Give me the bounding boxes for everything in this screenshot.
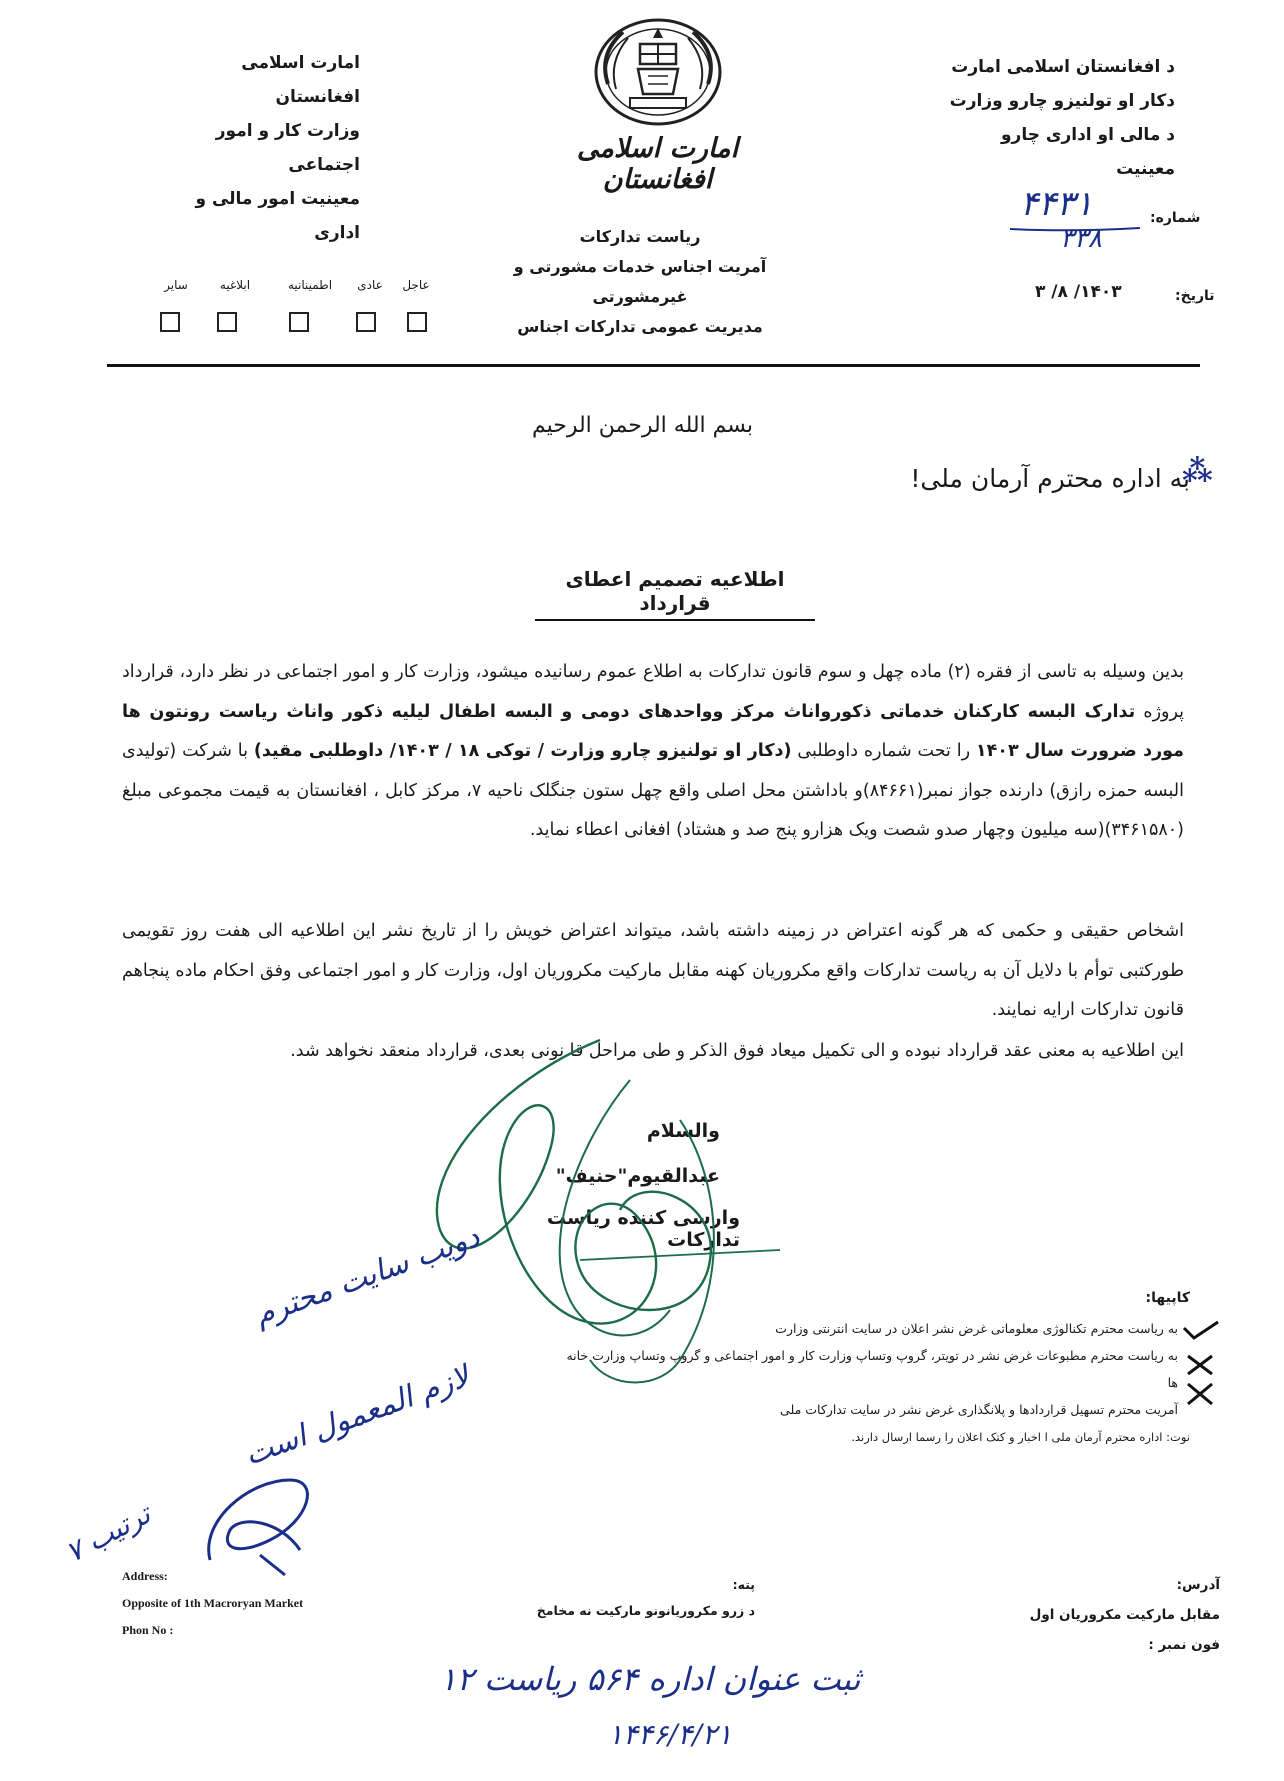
classification-checkbox[interactable]	[160, 312, 180, 332]
body-text: بدین وسیله به تاسی از فقره (۲) ماده چهل و سوم قانون تدارکات به اطلاع عموم رسانیده میشود، وزارت کار و امور اجتماعی در نظر دارد، قرارداد پروژه	[122, 662, 1185, 722]
closing-salutation: والسلام	[646, 1120, 720, 1142]
header-right-line: د افغانستان اسلامی امارت	[951, 57, 1175, 77]
signatory-title: وارسی کننده ریاست تدارکات	[546, 1207, 740, 1251]
footer-address: مقابل مارکیت مکروریان اول	[1029, 1607, 1220, 1623]
body-paragraph-2: اشخاص حقیقی و حکمی که هر گونه اعتراض در زمینه داشته باشد، میتواند اعتراض خویش را از تاریخ نشر این اطلاعیه الی هفت روز تقویمی طورکتبی توأم با دلایل آن به ریاست تدارکات واقع مکروریان کهنه مقابل مارکیت مکروریان اول، وزارت کار و امور اجتماعی وفق احکام ماده پنجاهم قانون تدارکات ارایه نمایند.	[122, 921, 1184, 1020]
copies-list	[560, 1315, 1178, 1423]
footer-address-label: Address:	[122, 1569, 168, 1583]
body-paragraph-3: این اطلاعیه به معنی عقد قرارداد نبوده و الی تکمیل میعاد فوق الذکر و طی مراحل قا نونی بعدی، قرارداد منعقد نخواهد شد.	[290, 1041, 1184, 1061]
header-divider	[107, 364, 1200, 367]
number-value: ۴۴۳۱	[1020, 184, 1094, 224]
addressee-mark: ⁂	[1182, 454, 1213, 489]
department-line: آمریت اجناس خدمات مشورتی و غیرمشورتی	[513, 257, 767, 306]
footer-address-label: آدرس:	[1176, 1577, 1220, 1593]
handwritten-date: ۱۴۴۶/۴/۲۱	[607, 1718, 733, 1751]
classification-checkbox[interactable]	[407, 312, 427, 332]
header-left-line: وزارت کار و امور اجتماعی	[215, 121, 360, 175]
footer-address-label: پته:	[732, 1577, 755, 1592]
subject-title: اطلاعیه تصمیم اعطای قرارداد	[535, 567, 815, 621]
handwritten-registration: ثبت عنوان اداره ۵۶۴ ریاست ۱۲	[439, 1660, 861, 1698]
footer-phone: Phon No :	[122, 1623, 174, 1637]
date-label: تاریخ:	[1175, 288, 1215, 304]
classification-label: سایر	[164, 278, 188, 292]
copies-heading: کاپیها:	[1145, 1290, 1190, 1306]
header-right-line: دکار او تولنیزو چارو وزارت	[949, 91, 1175, 111]
number-label: شماره:	[1150, 210, 1201, 226]
footer-address: Opposite of 1th Macroryan Market	[122, 1596, 304, 1610]
classification-row	[150, 278, 440, 338]
footer-phone: فون نمبر :	[1148, 1637, 1220, 1653]
number-underline	[1010, 226, 1140, 232]
header-right-line: د مالی او اداری چارو معینیت	[1000, 125, 1175, 179]
emblem-caption: امارت اسلامی افغانستان	[576, 133, 739, 195]
basmala: بسم الله الرحمن الرحیم	[531, 413, 754, 438]
body-text: با شرکت (تولیدی البسه حمزه رازق) دارنده جواز نمبر(۸۴۶۶۱)و باداشتن محل اصلی واقع چهل ستون جنگلک ناحیه ۷، مرکز کابل ، افغانستان به قیمت مجموعی مبلغ (۳۴۶۱۵۸۰)(سه میلیون وچهار صدو شصت ویک هزارو پنج صد و هشتاد) افغانی اعطاء نماید.	[122, 741, 1185, 840]
addressee: به اداره محترم آرمان ملی!	[910, 464, 1190, 493]
tender-number: (دکار او تولنیزو چارو وزارت / توکی ۱۸ / ۱۴۰۳/ داوطلبی مقید)	[253, 741, 792, 761]
department-line: مدیریت عمومی تدارکات اجناس	[517, 317, 763, 336]
copies-check-marks	[1182, 1318, 1222, 1408]
header-left-line: امارت اسلامی افغانستان	[241, 53, 360, 107]
project-title: تدارک البسه کارکنان خدماتی ذکورواناث مرکز وواحدهای دومی و البسه اطفال لیلیه ذکور واناث ریاست رونتون ها مورد ضرورت سال ۱۴۰۳	[122, 701, 1184, 761]
handwritten-note: ترتیب ۷	[60, 1497, 156, 1570]
body-text: را تحت شماره داوطلبی	[791, 741, 976, 761]
copies-note: نوت: اداره محترم آرمان ملی ا اخبار و کتک اعلان را رسما ارسال دارند.	[851, 1430, 1190, 1444]
copy-item: آمریت محترم تسهیل قراردادها و پلانگذاری غرض نشر در سایت تدارکات ملی	[780, 1402, 1178, 1417]
classification-checkbox[interactable]	[289, 312, 309, 332]
emblem-icon	[568, 14, 748, 134]
header-right-block	[945, 50, 1175, 186]
classification-label: ابلاغیه	[219, 278, 251, 292]
classification-label: اطمینانیه	[287, 278, 333, 292]
header-left-line: معینیت امور مالی و اداری	[195, 189, 360, 243]
handwritten-note: دویب سایت محترم	[250, 1219, 485, 1333]
classification-checkbox[interactable]	[217, 312, 237, 332]
header-center-block	[470, 222, 810, 342]
classification-checkbox[interactable]	[356, 312, 376, 332]
footer-right	[1000, 1570, 1220, 1660]
signatory-name: عبدالقیوم"حنیف"	[555, 1165, 720, 1187]
footer-center	[520, 1572, 755, 1624]
classification-label: عاجل	[402, 278, 430, 292]
handwritten-note: لازم المعمول است	[240, 1359, 474, 1473]
copy-item: به ریاست محترم مطبوعات غرض نشر در تویتر، گروپ وتساپ وزارت کار و امور اجتماعی و گروپ وتساپ وزارت خانه ها	[566, 1348, 1178, 1390]
department-line: ریاست تدارکات	[579, 227, 701, 246]
classification-label: عادی	[357, 278, 383, 292]
copy-item: به ریاست محترم تکنالوژی معلوماتی غرض نشر اعلان در سایت انترنتی وزارت	[775, 1321, 1178, 1336]
date-value: ۱۴۰۳/ ۸/ ۳	[1035, 282, 1122, 302]
body-paragraph-1	[122, 653, 1184, 851]
header-left-block	[160, 46, 360, 250]
footer-left	[122, 1563, 303, 1644]
footer-address: د زرو مکروریانونو مارکیت نه مخامخ	[536, 1603, 755, 1618]
handwritten-scribble-icon	[190, 1460, 330, 1580]
number-sub: ۳۳۸	[1060, 224, 1102, 254]
